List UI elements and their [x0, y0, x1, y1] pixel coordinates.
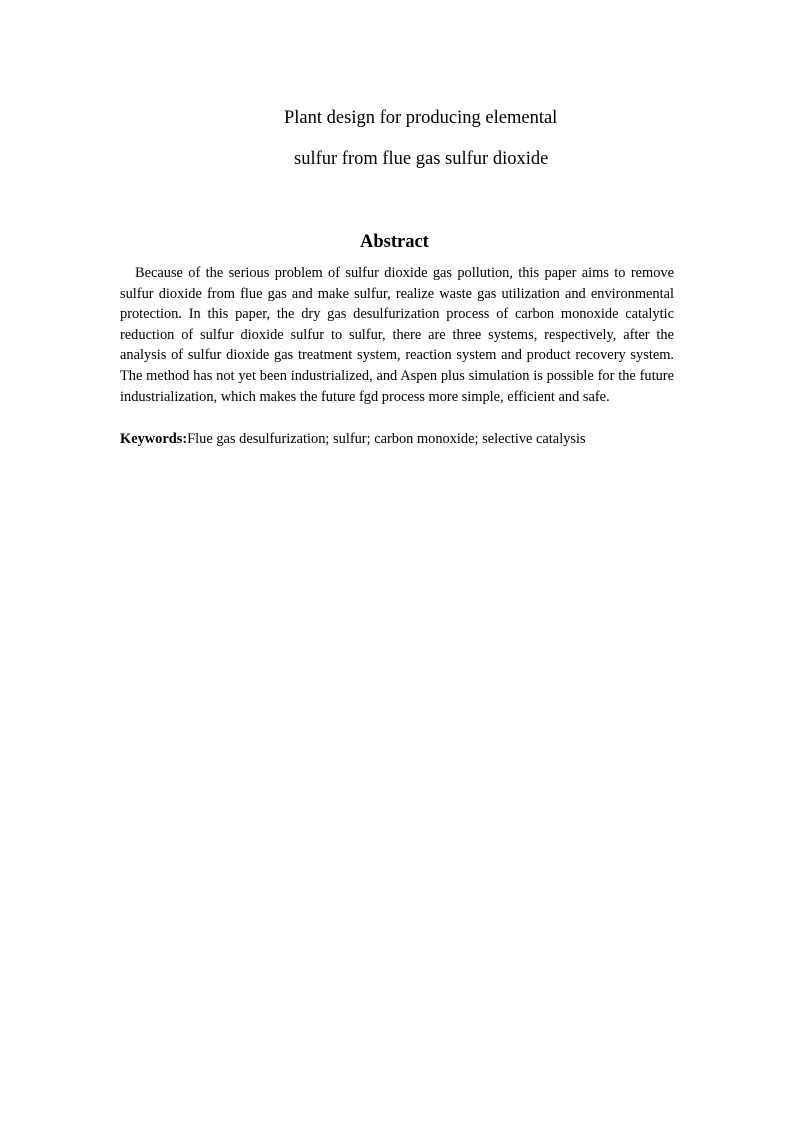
title-line-2: sulfur from flue gas sulfur dioxide	[294, 149, 549, 169]
abstract-heading: Abstract	[360, 232, 429, 252]
abstract-body	[120, 263, 674, 407]
title-line-1: Plant design for producing elemental	[284, 108, 558, 128]
abstract-paragraph: Because of the serious problem of sulfur dioxide gas pollution, this paper aims to remove sulfur dioxide from flue gas and make sulfur, realize waste gas utilization and environmental protection. In this paper, the dry gas desulfurization process of carbon monoxide catalytic reduction of sulfur dioxide sulfur to sulfur, there are three systems, respectively, after the analysis of sulfur dioxide gas treatment system, reaction system and product recovery system. The method has not yet been industrialized, and Aspen plus simulation is possible for the future industrialization, which makes the future fgd process more simple, efficient and safe.	[120, 265, 674, 405]
keywords-text: Flue gas desulfurization; sulfur; carbon monoxide; selective catalysis	[187, 431, 586, 447]
keywords-label: Keywords:	[120, 431, 188, 447]
keywords-line	[120, 429, 680, 450]
